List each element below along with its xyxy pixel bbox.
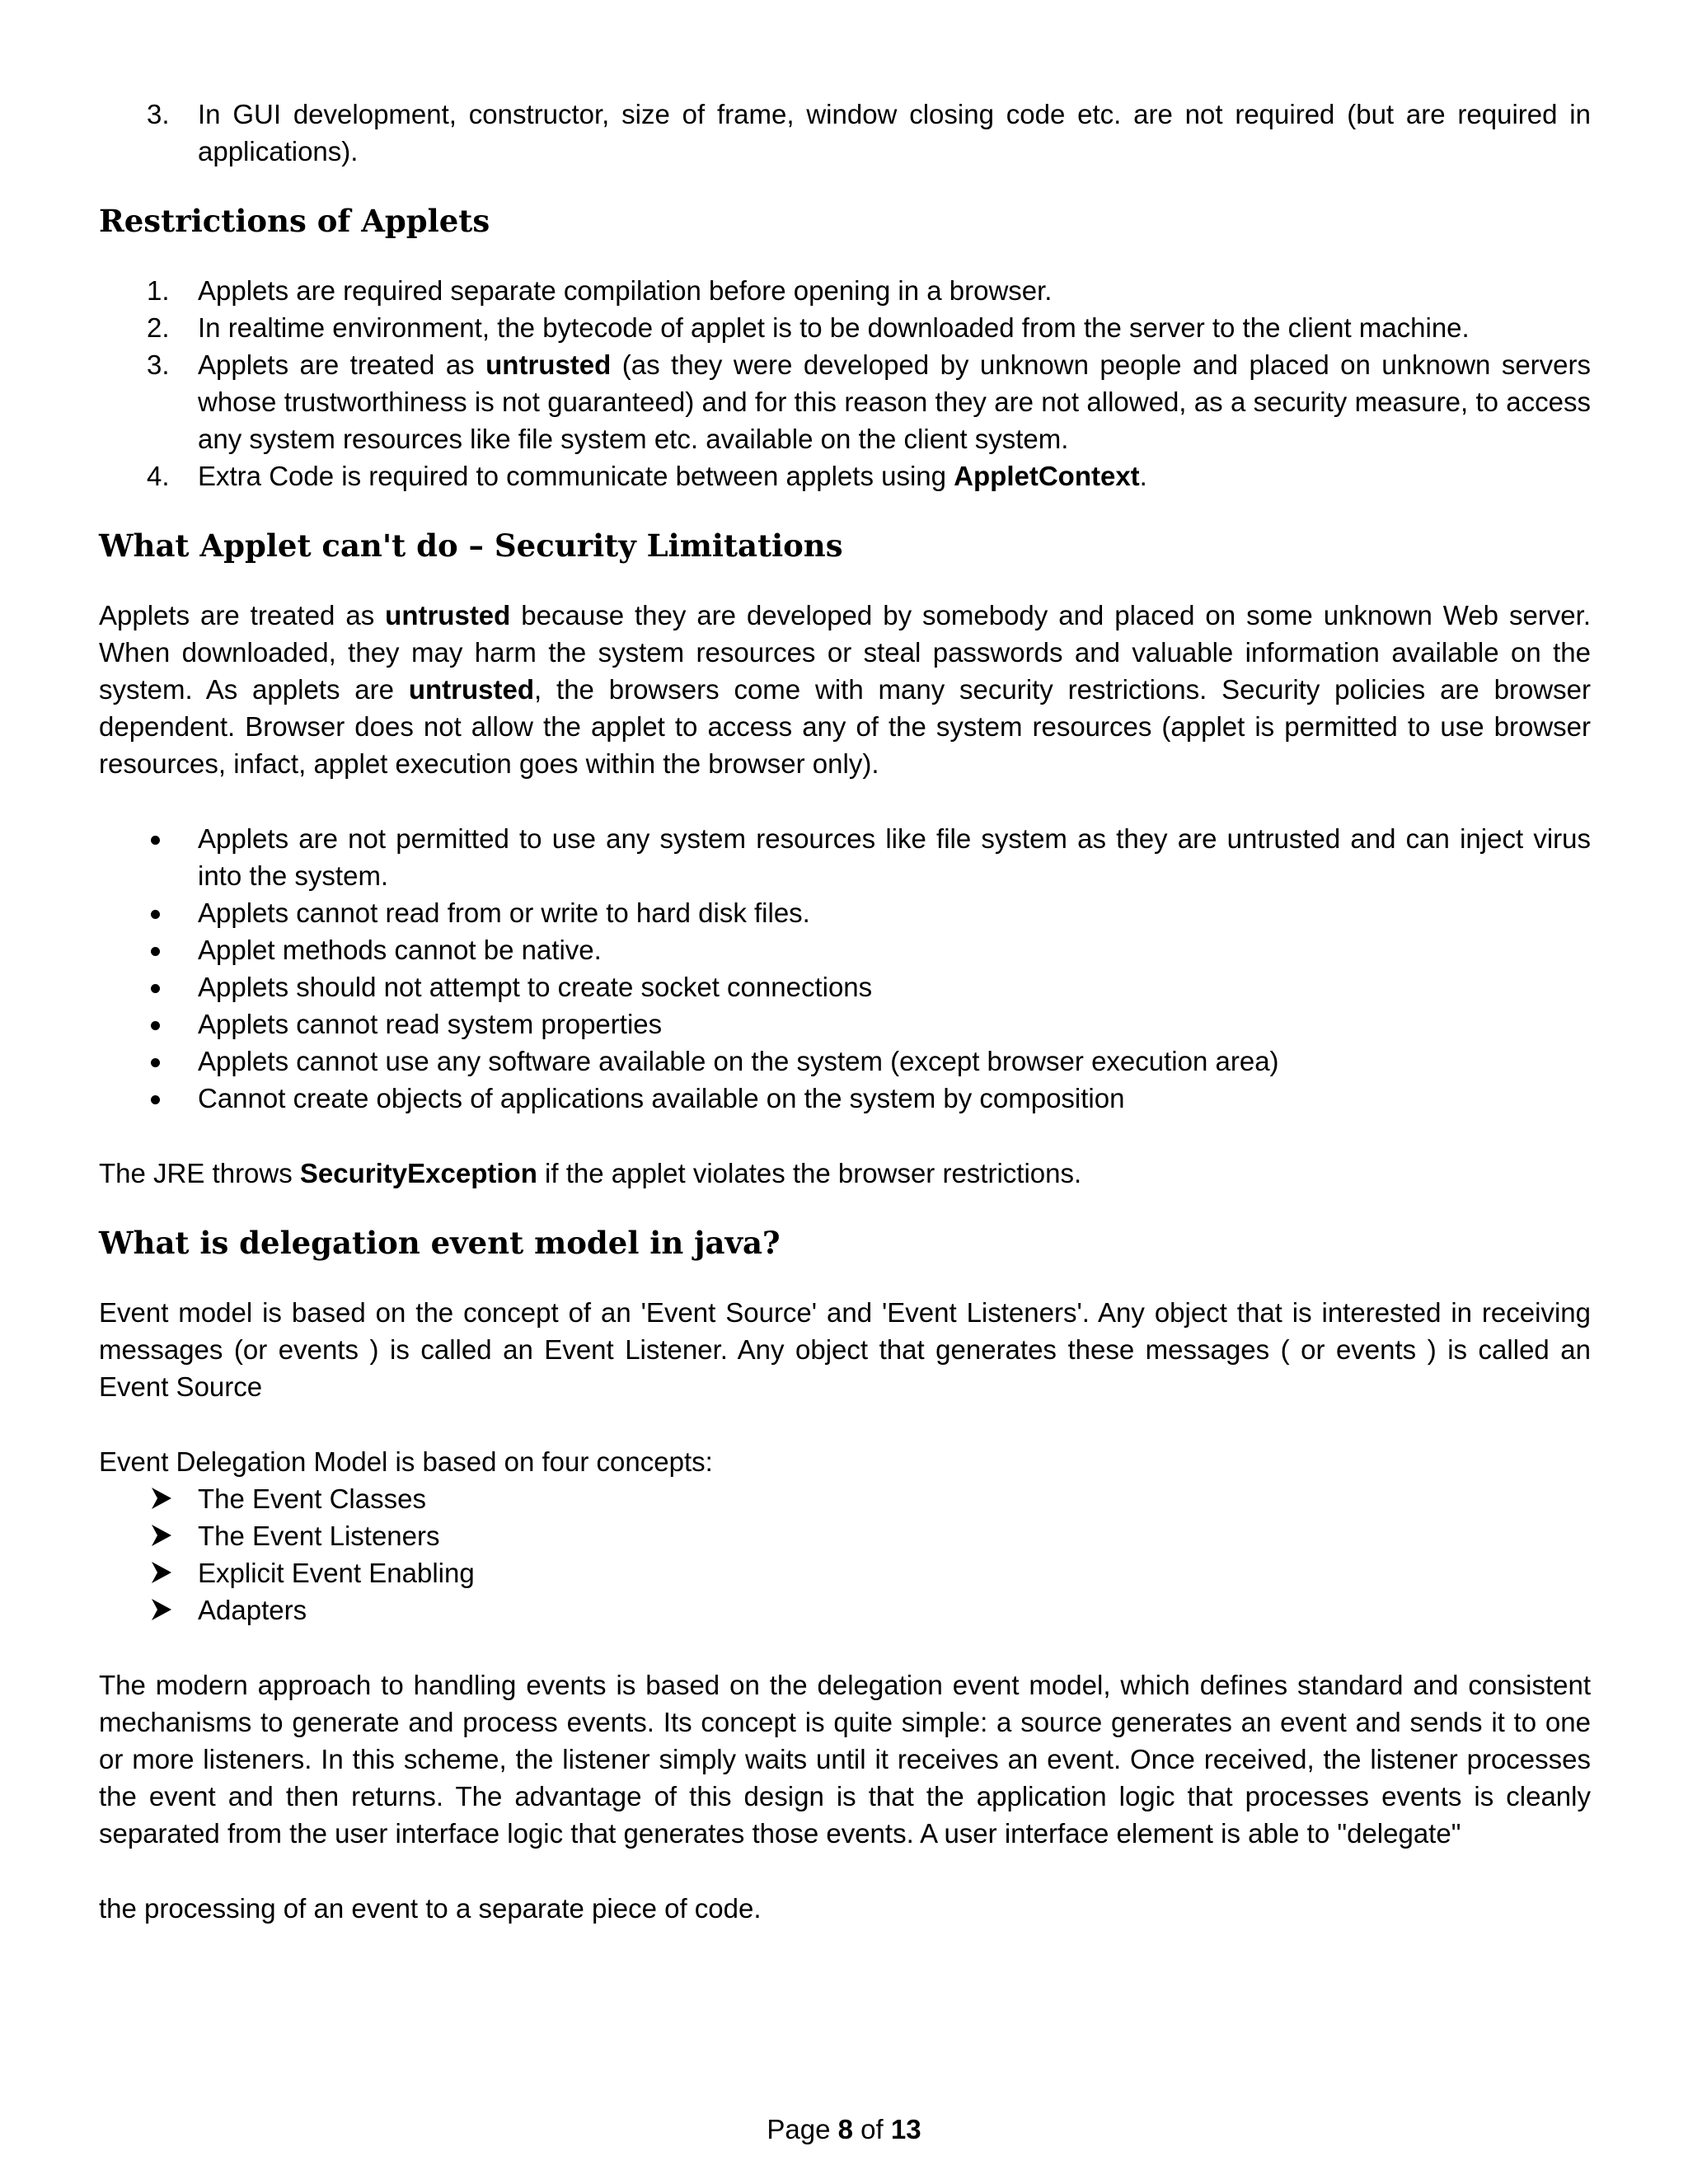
- security-paragraph: [99, 597, 1591, 782]
- jre-paragraph: [99, 1155, 1591, 1192]
- bullet-item: [99, 894, 1591, 931]
- bullet-icon: [151, 984, 160, 993]
- bullet-text: Cannot create objects of applications available on the system by composition: [198, 1083, 1125, 1113]
- concept-text: Explicit Event Enabling: [198, 1558, 475, 1588]
- concepts-list: [99, 1480, 1591, 1629]
- current-page-number: 8: [837, 2114, 854, 2144]
- bullet-item: [99, 1005, 1591, 1043]
- delegation-paragraph-3: the processing of an event to a separate piece of code.: [99, 1893, 762, 1924]
- bullet-item: [99, 1043, 1591, 1080]
- list-item-text-pre: Applets are treated as: [198, 349, 486, 380]
- list-number: 3.: [147, 349, 170, 380]
- list-item-text-post: .: [1139, 461, 1147, 491]
- bold-term: AppletContext: [954, 461, 1140, 491]
- bold-term: untrusted: [385, 600, 511, 630]
- list-item: [99, 309, 1591, 346]
- delegation-paragraph-2: The modern approach to handling events is based on the delegation event model, which defines standard and consistent mechanisms to generate and process events. Its concept is quite simple: a source generates an event and sends it to one or more listeners. In this scheme, the listener simply waits until it receives an event. Once received, the listener processes the event and then returns. The advantage of this design is that the application logic that processes events is cleanly separated from the user interface logic that generates those events. A user interface element is able to "delegate": [99, 1670, 1591, 1849]
- document-page: [99, 96, 1591, 1927]
- list-item: [99, 457, 1591, 494]
- bullet-icon: [151, 836, 160, 845]
- bullet-icon: [151, 910, 160, 919]
- concept-item: [99, 1517, 1591, 1554]
- list-item-text: Applets are required separate compilation before opening in a browser.: [198, 275, 1053, 306]
- restrictions-list: [99, 272, 1591, 494]
- bold-term: untrusted: [408, 674, 535, 705]
- delegation-paragraph-1: Event model is based on the concept of an 'Event Source' and 'Event Listeners'. Any object that is interested in receiving messages (or events ) is called an Event Listener. Any object that generates these messages ( or events ) is called an Event Source: [99, 1297, 1591, 1402]
- list-item: [99, 272, 1591, 309]
- bold-term: SecurityException: [299, 1158, 537, 1188]
- bullet-item: [99, 968, 1591, 1005]
- bullet-item: [99, 820, 1591, 894]
- footer-text: of: [853, 2114, 891, 2144]
- intro-list-item: [99, 96, 1591, 170]
- arrow-bullet-icon: [150, 1597, 173, 1622]
- section-heading-restrictions: Restrictions of Applets: [99, 203, 490, 239]
- bullet-text: Applets cannot read from or write to hard disk files.: [198, 898, 810, 928]
- bold-term: untrusted: [485, 349, 612, 380]
- text-run: because they are developed by somebody and placed on some unknown Web server. When downloaded, they may harm the system resources or steal passwords and valuable information available on the system. As applets are: [99, 600, 1591, 705]
- bullet-text: Applet methods cannot be native.: [198, 935, 602, 965]
- bullet-text: Applets cannot read system properties: [198, 1009, 663, 1039]
- concepts-intro: Event Delegation Model is based on four concepts:: [99, 1446, 713, 1477]
- arrow-bullet-icon: [150, 1560, 173, 1585]
- text-run: , the browsers come with many security restrictions. Security policies are browser dependent. Browser does not allow the applet to access any of the system resources (applet is permitted to use browser resources, infact, applet execution goes within the browser only).: [99, 674, 1591, 779]
- total-page-count: 13: [890, 2114, 921, 2144]
- section-heading-security: What Applet can't do – Security Limitations: [99, 527, 843, 564]
- text-run: if the applet violates the browser restrictions.: [537, 1158, 1082, 1188]
- list-item-text: In realtime environment, the bytecode of applet is to be downloaded from the server to the client machine.: [198, 312, 1470, 343]
- bullet-text: Applets should not attempt to create socket connections: [198, 972, 873, 1002]
- bullet-item: [99, 1080, 1591, 1117]
- bullet-icon: [151, 947, 160, 956]
- bullet-text: Applets cannot use any software available on the system (except browser execution area): [198, 1046, 1279, 1076]
- arrow-bullet-icon: [150, 1523, 173, 1548]
- concept-item: [99, 1480, 1591, 1517]
- security-bullet-list: [99, 820, 1591, 1117]
- list-item-text-post: (as they were developed by unknown people and placed on unknown servers whose trustworthiness is not guaranteed) and for this reason they are not allowed, as a security measure, to access any system resources like file system etc. available on the client system.: [198, 349, 1592, 454]
- list-number: 2.: [147, 312, 170, 343]
- text-run: The JRE throws: [99, 1158, 300, 1188]
- list-item-text: In GUI development, constructor, size of frame, window closing code etc. are not required (but are required in applications).: [198, 99, 1591, 166]
- concept-text: The Event Listeners: [198, 1521, 440, 1551]
- footer-text: Page: [767, 2114, 838, 2144]
- bullet-icon: [151, 1095, 160, 1104]
- list-item: [99, 346, 1591, 457]
- list-number: 4.: [147, 461, 170, 491]
- list-item-text-pre: Extra Code is required to communicate between applets using: [198, 461, 954, 491]
- section-heading-delegation: What is delegation event model in java?: [99, 1225, 781, 1261]
- bullet-item: [99, 931, 1591, 968]
- arrow-bullet-icon: [150, 1486, 173, 1511]
- bullet-text: Applets are not permitted to use any system resources like file system as they are untrusted and can inject virus into the system.: [198, 823, 1591, 891]
- bullet-icon: [151, 1058, 160, 1067]
- list-number: 3.: [147, 99, 170, 129]
- concept-text: The Event Classes: [198, 1483, 426, 1514]
- concept-item: [99, 1554, 1591, 1591]
- concept-text: Adapters: [198, 1595, 307, 1625]
- concept-item: [99, 1591, 1591, 1629]
- page-footer: [0, 2111, 1688, 2148]
- bullet-icon: [151, 1021, 160, 1030]
- text-run: Applets are treated as: [99, 600, 386, 630]
- list-number: 1.: [147, 275, 170, 306]
